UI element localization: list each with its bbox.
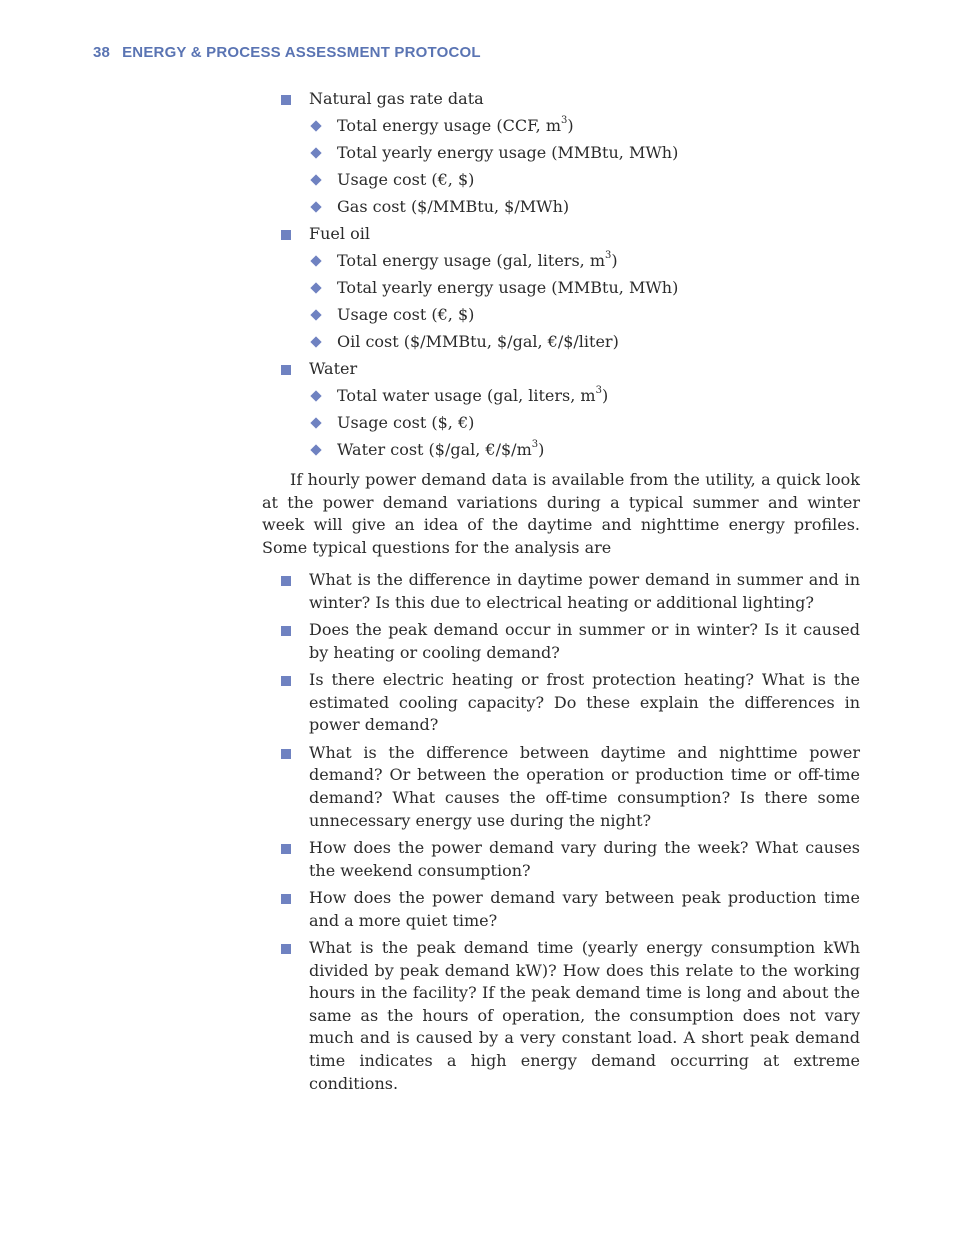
- sublist-item-text: Oil cost ($/MMBtu, $/gal, €/$/liter): [337, 331, 619, 351]
- sublist-item: [309, 277, 860, 300]
- page-body: [262, 88, 860, 1100]
- sublist-item-text: Usage cost ($, €): [337, 412, 475, 432]
- sublist-item-text: Total energy usage (gal, liters, m: [337, 250, 605, 270]
- sublist-item-text: Total water usage (gal, liters, m: [337, 385, 596, 405]
- sublist-item: [309, 385, 860, 408]
- square-bullet-icon: [281, 844, 291, 854]
- body-paragraph: If hourly power demand data is available from the utility, a quick look at the power demand variations during a typical summer and winter week will give an idea of the daytime and nighttime energy profiles. Some typical questions for the analysis are: [262, 470, 860, 557]
- question-text: Does the peak demand occur in summer or in winter? Is it caused by heating or cooling demand?: [309, 620, 860, 662]
- diamond-bullet-icon: [310, 309, 321, 320]
- data-requirements-list: [262, 88, 860, 461]
- question-item: [262, 569, 860, 614]
- square-bullet-icon: [281, 676, 291, 686]
- sublist-item: [309, 142, 860, 165]
- sublist-item-text: Total energy usage (CCF, m: [337, 115, 562, 135]
- square-bullet-icon: [281, 576, 291, 586]
- diamond-bullet-icon: [310, 147, 321, 158]
- running-header: [93, 44, 481, 61]
- list-item-water: [262, 358, 860, 461]
- square-bullet-icon: [281, 95, 291, 105]
- question-item: [262, 669, 860, 737]
- sublist-item-text-end: ): [611, 250, 618, 270]
- diamond-bullet-icon: [310, 444, 321, 455]
- sublist-item-text-end: ): [538, 439, 545, 459]
- running-title: ENERGY & PROCESS ASSESSMENT PROTOCOL: [122, 44, 481, 61]
- list-item-label: Natural gas rate data: [309, 89, 484, 108]
- diamond-bullet-icon: [310, 417, 321, 428]
- question-text: Is there electric heating or frost protection heating? What is the estimated cooling capacity? Do these explain the differences in power demand?: [309, 670, 860, 735]
- sublist-item-text: Gas cost ($/MMBtu, $/MWh): [337, 196, 570, 216]
- square-bullet-icon: [281, 749, 291, 759]
- superscript: 3: [595, 385, 602, 397]
- list-item-label: Fuel oil: [309, 223, 370, 243]
- question-item: [262, 937, 860, 1095]
- question-text: How does the power demand vary during the week? What causes the weekend consumption?: [309, 838, 860, 880]
- sublist-item: [309, 250, 860, 273]
- sublist-item: [309, 169, 860, 192]
- sublist-fuel-oil: [309, 250, 860, 354]
- sublist-item: [309, 412, 860, 435]
- question-item: [262, 887, 860, 932]
- sublist-item-text: Water cost ($/gal, €/$/m: [337, 439, 532, 459]
- diamond-bullet-icon: [310, 336, 321, 347]
- question-text: What is the difference in daytime power demand in summer and in winter? Is this due to electrical heating or additional lighting?: [309, 570, 860, 612]
- sublist-item: [309, 304, 860, 327]
- question-item: [262, 619, 860, 664]
- sublist-item-text: Total yearly energy usage (MMBtu, MWh): [337, 142, 679, 162]
- sublist-item-text: Usage cost (€, $): [337, 169, 475, 189]
- page-number: 38: [93, 44, 111, 61]
- diamond-bullet-icon: [310, 201, 321, 212]
- diamond-bullet-icon: [310, 390, 321, 401]
- diamond-bullet-icon: [310, 120, 321, 131]
- list-item-label: Water: [309, 358, 358, 378]
- square-bullet-icon: [281, 944, 291, 954]
- question-text: What is the peak demand time (yearly energy consumption kWh divided by peak demand kW)? How does this relate to the working hours in the facility? If the peak demand time is long and about the same as the hours of operation, the consumption does not vary much and is caused by a very constant load. A short peak demand time indicates a high energy demand occurring at extreme conditions.: [309, 938, 860, 1093]
- sublist-item-text: Usage cost (€, $): [337, 304, 475, 324]
- sublist-item: [309, 196, 860, 219]
- list-item-natural-gas: [262, 88, 860, 218]
- superscript: 3: [605, 250, 612, 262]
- question-text: How does the power demand vary between peak production time and a more quiet time?: [309, 888, 860, 930]
- sublist-item-text: Total yearly energy usage (MMBtu, MWh): [337, 277, 679, 297]
- sublist-item-text-end: ): [567, 115, 574, 135]
- diamond-bullet-icon: [310, 255, 321, 266]
- sublist-natural-gas: [309, 115, 860, 219]
- superscript: 3: [561, 115, 568, 127]
- sublist-water: [309, 385, 860, 462]
- superscript: 3: [531, 439, 539, 451]
- question-item: [262, 837, 860, 882]
- list-item-fuel-oil: [262, 223, 860, 353]
- question-item: [262, 742, 860, 832]
- sublist-item: [309, 115, 860, 138]
- diamond-bullet-icon: [310, 282, 321, 293]
- sublist-item: [309, 439, 860, 462]
- analysis-questions-list: [262, 569, 860, 1095]
- sublist-item: [309, 331, 860, 354]
- square-bullet-icon: [281, 365, 291, 375]
- square-bullet-icon: [281, 230, 291, 240]
- square-bullet-icon: [281, 626, 291, 636]
- square-bullet-icon: [281, 894, 291, 904]
- diamond-bullet-icon: [310, 174, 321, 185]
- question-text: What is the difference between daytime and nighttime power demand? Or between the operation or production time or off-time demand? What causes the off-time consumption? Is there some unnecessary energy use during the night?: [309, 742, 860, 830]
- sublist-item-text-end: ): [601, 385, 609, 405]
